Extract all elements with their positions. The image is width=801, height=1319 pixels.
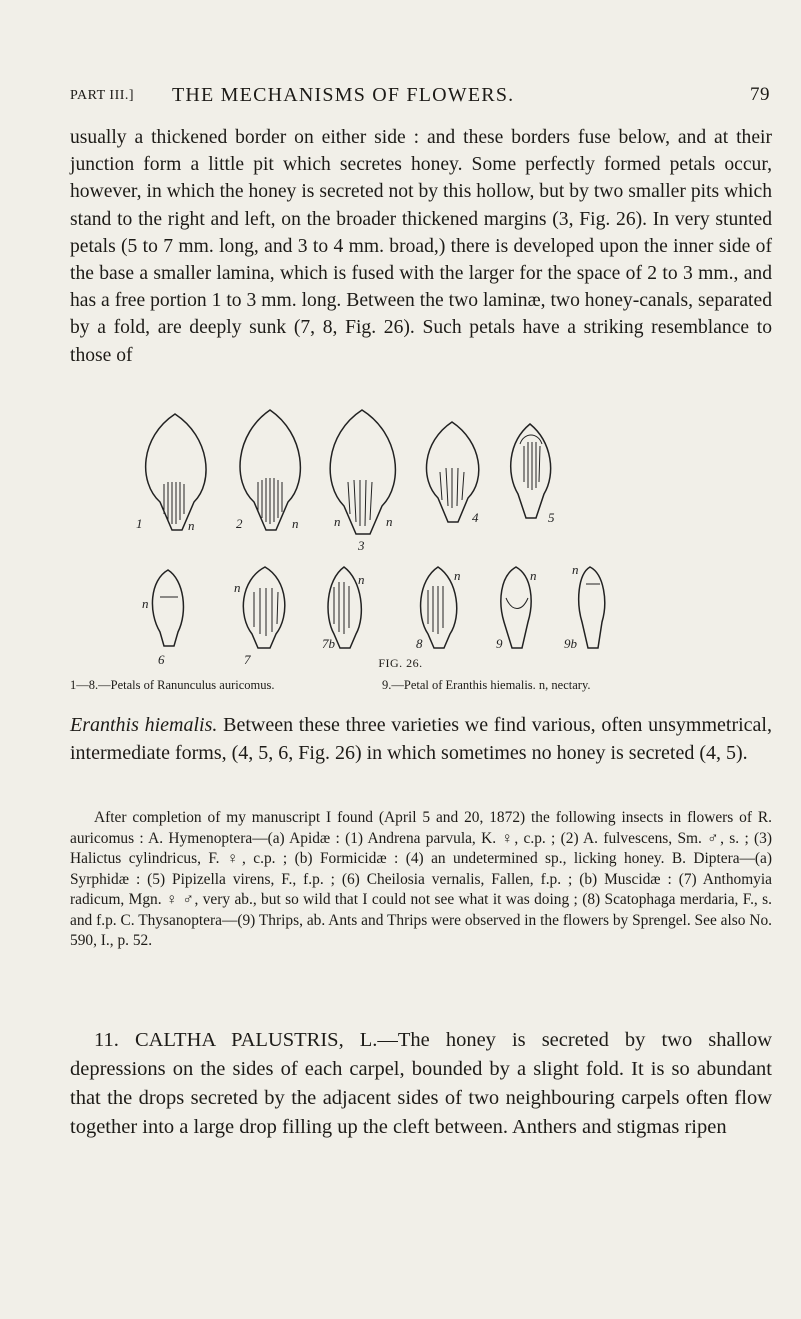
paragraph-2-body: Between these three varieties we find various, often unsymmetrical, intermediate forms, (4, 5, 6, Fig. 26) in which sometimes no honey is secreted (4, 5). [70, 714, 772, 764]
petal-7 [243, 567, 284, 648]
label-8: 8 [416, 636, 423, 651]
insect-visitors-note: After completion of my manuscript I found (April 5 and 20, 1872) the following insects in flowers of R. auricomus : A. Hymenoptera—(a) Apidæ : (1) Andrena parvula, K. ♀, c.p. ; (2) A. fulvescens, Sm. ♂, s. ; (3) Halictus cylindricus, F. ♀, c.p. ; (b) Formicidæ : (4) an undetermined sp., licking honey. B. Diptera—(a) Syrphidæ : (5) Pipizella virens, F., f.p. ; (6) Cheilosia vernalis, Fallen, f.p. ; (b) Muscidæ : (7) Anthomyia radicum, Mgn. ♀ ♂, very ab., but so wild that I could not see what it was doing ; (8) Scatophaga merdaria, F., s. and f.p. C. Thysanoptera—(9) Thrips, ab. Ants and Thrips were observed in the flowers by Sprengel. See also No. 590, I., p. 52. [70, 809, 772, 949]
label-7: 7 [244, 652, 251, 667]
label-n-7: n [234, 580, 241, 595]
page-number: 79 [750, 84, 770, 105]
species-heading: Eranthis hiemalis. [70, 714, 218, 736]
petal-8 [421, 567, 457, 648]
petal-9b [579, 567, 605, 648]
part-label: PART III.] [70, 88, 135, 103]
running-header [70, 84, 770, 108]
label-n-8: n [454, 568, 461, 583]
label-n-6: n [142, 596, 149, 611]
figure-caption: FIG. 26. [378, 656, 423, 670]
label-n-7b: n [358, 572, 365, 587]
section-number: 11. [94, 1029, 119, 1051]
label-n-3b: n [386, 514, 393, 529]
petal-4 [426, 422, 478, 522]
label-7b: 7b [322, 636, 335, 651]
label-1: 1 [136, 516, 143, 531]
label-n-3a: n [334, 514, 341, 529]
label-n-2: n [292, 516, 299, 531]
label-2: 2 [236, 516, 243, 531]
paragraph-2 [70, 712, 772, 767]
paragraph-3 [70, 1026, 772, 1142]
species-name: CALTHA PALUSTRIS, L. [134, 1029, 378, 1051]
petal-9 [501, 567, 531, 648]
paragraph-1: usually a thickened border on either side : and these borders fuse below, and at their junction form a little pit which secretes honey. Some perfectly formed petals occur, however, in which the honey is secreted not by this hollow, but by two smaller pits which stand to the right and left, on the broader thickened margins (3, Fig. 26). In very stunted petals (5 to 7 mm. long, and 3 to 4 mm. broad,) there is developed upon the inner side of the base a smaller lamina, which is fused with the larger for the space of 2 to 3 mm., and has a free portion 1 to 3 mm. long. Between the two laminæ, two honey-canals, separated by a fold, are deeply sunk (7, 8, Fig. 26). Such petals have a striking resemblance to those of [70, 127, 772, 366]
label-3: 3 [358, 538, 365, 553]
paragraph-3-body: —The honey is secreted by two shallow depressions on the sides of each carpel, bounded by a slight fold. It is so abundant that the drops secreted by the adjacent sides of two neighbouring carpels often flow together into a large drop filling up the cleft between. Anthers and stigmas ripen [70, 1029, 773, 1138]
petal-5 [511, 424, 551, 518]
label-n-9b: n [572, 562, 579, 577]
label-n-9: n [530, 568, 537, 583]
label-5: 5 [548, 510, 555, 525]
legend-right: 9.—Petal of Eranthis hiemalis. n, nectary. [382, 678, 591, 692]
figure-legend [70, 678, 772, 696]
header-title: THE MECHANISMS OF FLOWERS. [172, 84, 515, 106]
label-6: 6 [158, 652, 165, 667]
label-9: 9 [496, 636, 503, 651]
label-4: 4 [472, 510, 479, 525]
legend-left: 1—8.—Petals of Ranunculus auricomus. [70, 678, 275, 692]
label-9b: 9b [564, 636, 577, 651]
label-n-1: n [188, 518, 195, 533]
petal-2 [240, 410, 300, 530]
petal-6 [152, 570, 183, 646]
petal-1 [146, 414, 206, 530]
